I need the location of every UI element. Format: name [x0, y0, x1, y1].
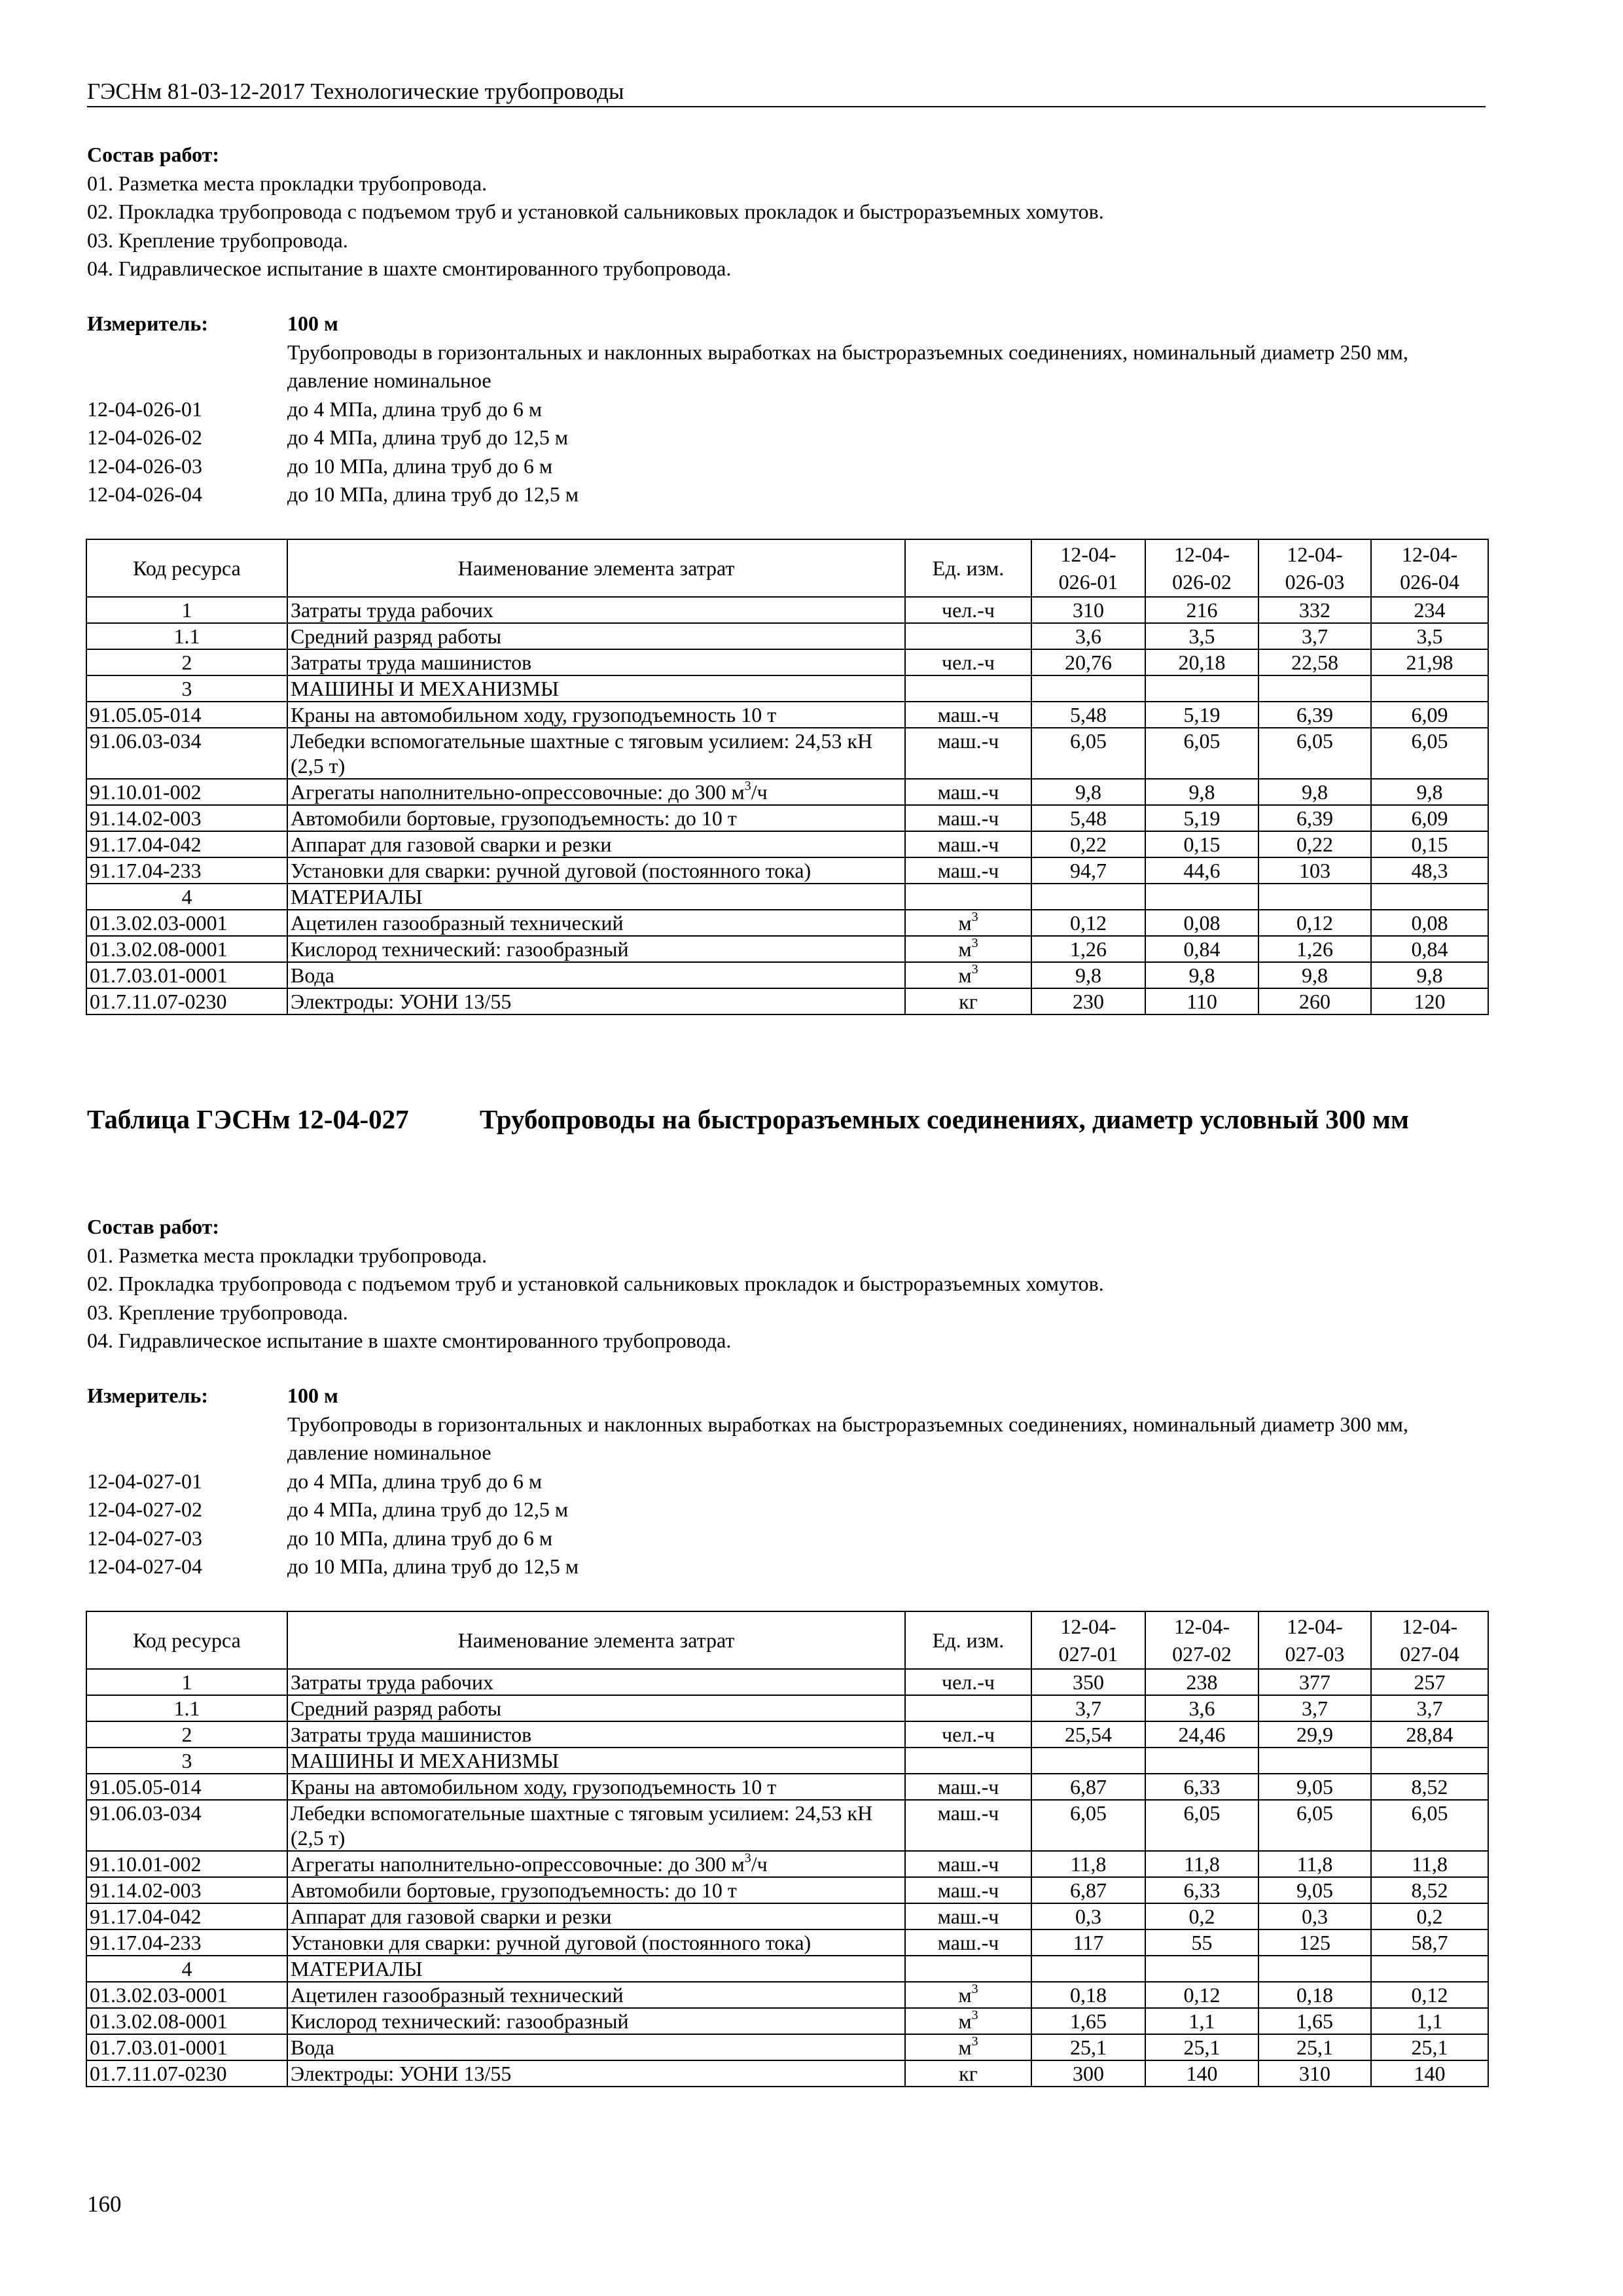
col-header-norm: 12-04- 026-04 [1371, 539, 1488, 597]
works-composition-1 [87, 141, 1488, 283]
table-title-code: Таблица ГЭСНм 12-04-027 [87, 1104, 409, 1134]
composition-item: 04. Гидравлическое испытание в шахте смонтированного трубопровода. [87, 257, 732, 280]
col-header-norm: 12-04- 027-01 [1031, 1611, 1145, 1669]
table-row: 91.17.04-233 Установки для сварки: ручной дуговой (постоянного тока) маш.-ч 94,7 44,6 103 48,3 [86, 857, 1488, 884]
table-header-row [86, 1611, 1488, 1669]
norm-code: 12-04-026-04 [87, 482, 202, 506]
section-row: 3 МАШИНЫ И МЕХАНИЗМЫ [86, 1748, 1488, 1774]
table-header-row [86, 539, 1488, 597]
composition-title: Состав работ: [87, 1215, 220, 1238]
page-number: 160 [87, 2191, 122, 2217]
composition-item: 02. Прокладка трубопровода с подъемом труб и установкой сальниковых прокладок и быстроразъемных хомутов. [87, 200, 1104, 223]
norm-code-text: до 10 МПа, длина труб до 6 м [287, 1526, 553, 1550]
table-row: 91.17.04-233 Установки для сварки: ручной дуговой (постоянного тока) маш.-ч 117 55 125 58,7 [86, 1929, 1488, 1956]
table-row: 91.10.01-002 Агрегаты наполнительно-опрессовочные: до 300 $м^3/ч$ маш.-ч 9,8 9,8 9,8 9,8 [86, 779, 1488, 805]
table-row: 91.14.02-003 Автомобили бортовые, грузоподъемность: до 10 т маш.-ч 6,87 6,33 9,05 8,52 [86, 1877, 1488, 1903]
meter-label: Измеритель: [87, 312, 208, 335]
section-row: 4 МАТЕРИАЛЫ [86, 1956, 1488, 1982]
table-row: 1 Затраты труда рабочих чел.-ч 310 216 332 234 [86, 597, 1488, 623]
table-row: 01.7.11.07-0230 Электроды: УОНИ 13/55 кг 300 140 310 140 [86, 2060, 1488, 2087]
col-header-name: Наименование элемента затрат [287, 539, 905, 597]
table-row: 91.10.01-002 Агрегаты наполнительно-опрессовочные: до 300 $м^3/ч$ маш.-ч 11,8 11,8 11,8 11,8 [86, 1851, 1488, 1877]
resource-table-027 [86, 1611, 1489, 2087]
norm-code-text: до 4 МПа, длина труб до 12,5 м [287, 1498, 569, 1521]
norm-code-text: до 10 МПа, длина труб до 12,5 м [287, 482, 579, 506]
table-row: 91.06.03-034 Лебедки вспомогательные шахтные с тяговым усилием: 24,53 кН (2,5 т) маш.-ч 6,05 6,05 6,05 6,05 [86, 728, 1488, 779]
table-row: 01.3.02.03-0001 Ацетилен газообразный технический $м^3$ 0,12 0,08 0,12 0,08 [86, 910, 1488, 936]
section-row: 3 МАШИНЫ И МЕХАНИЗМЫ [86, 675, 1488, 702]
col-header-unit: Ед. изм. [905, 1611, 1031, 1669]
norm-code-text: до 4 МПа, длина труб до 12,5 м [287, 425, 569, 449]
section-row: 4 МАТЕРИАЛЫ [86, 884, 1488, 910]
col-header-norm: 12-04- 026-03 [1258, 539, 1371, 597]
norm-code-text: до 10 МПа, длина труб до 6 м [287, 454, 553, 478]
table-row: 01.3.02.08-0001 Кислород технический: газообразный $м^3$ 1,65 1,1 1,65 1,1 [86, 2008, 1488, 2034]
col-header-norm: 12-04- 027-02 [1145, 1611, 1258, 1669]
norm-code-text: до 10 МПа, длина труб до 12,5 м [287, 1554, 579, 1578]
col-header-code: Код ресурса [86, 539, 287, 597]
table-row: 1.1 Средний разряд работы 3,6 3,5 3,7 3,5 [86, 623, 1488, 649]
table-row: 01.7.03.01-0001 Вода $м^3$ 9,8 9,8 9,8 9,8 [86, 962, 1488, 988]
table-row: 01.3.02.03-0001 Ацетилен газообразный технический $м^3$ 0,18 0,12 0,18 0,12 [86, 1982, 1488, 2008]
table-row: 2 Затраты труда машинистов чел.-ч 25,54 24,46 29,9 28,84 [86, 1721, 1488, 1748]
composition-item: 04. Гидравлическое испытание в шахте смонтированного трубопровода. [87, 1329, 732, 1352]
col-header-name: Наименование элемента затрат [287, 1611, 905, 1669]
works-composition-2 [87, 1213, 1488, 1355]
norm-code: 12-04-026-03 [87, 454, 202, 478]
composition-title: Состав работ: [87, 143, 220, 166]
norm-code: 12-04-027-01 [87, 1469, 202, 1493]
col-header-norm: 12-04- 027-04 [1371, 1611, 1488, 1669]
meter-value: 100 м [287, 1384, 338, 1407]
norm-code: 12-04-027-02 [87, 1498, 202, 1521]
table-row: 01.3.02.08-0001 Кислород технический: газообразный $м^3$ 1,26 0,84 1,26 0,84 [86, 936, 1488, 962]
table-row: 91.17.04-042 Аппарат для газовой сварки и резки маш.-ч 0,22 0,15 0,22 0,15 [86, 831, 1488, 857]
table-row: 91.14.02-003 Автомобили бортовые, грузоподъемность: до 10 т маш.-ч 5,48 5,19 6,39 6,09 [86, 805, 1488, 831]
norm-code: 12-04-026-02 [87, 425, 202, 449]
meter-description: Трубопроводы в горизонтальных и наклонных выработках на быстроразъемных соединениях, номинальный диаметр 250 мм, давление номинальное [287, 340, 1408, 392]
composition-item: 02. Прокладка трубопровода с подъемом труб и установкой сальниковых прокладок и быстроразъемных хомутов. [87, 1272, 1104, 1295]
col-header-code: Код ресурса [86, 1611, 287, 1669]
meter-section-2 [87, 1382, 1488, 1581]
norm-code: 12-04-027-04 [87, 1554, 202, 1578]
norm-code-text: до 4 МПа, длина труб до 6 м [287, 1469, 543, 1493]
table-row: 1 Затраты труда рабочих чел.-ч 350 238 377 257 [86, 1669, 1488, 1695]
meter-value: 100 м [287, 312, 338, 335]
table-row: 91.05.05-014 Краны на автомобильном ходу, грузоподъемность 10 т маш.-ч 6,87 6,33 9,05 8,52 [86, 1774, 1488, 1800]
col-header-norm: 12-04- 026-02 [1145, 539, 1258, 597]
norm-code-text: до 4 МПа, длина труб до 6 м [287, 397, 543, 421]
composition-item: 03. Крепление трубопровода. [87, 228, 348, 252]
col-header-unit: Ед. изм. [905, 539, 1031, 597]
table-row: 1.1 Средний разряд работы 3,7 3,6 3,7 3,7 [86, 1695, 1488, 1721]
col-header-norm: 12-04- 027-03 [1258, 1611, 1371, 1669]
table-row: 01.7.11.07-0230 Электроды: УОНИ 13/55 кг 230 110 260 120 [86, 988, 1488, 1014]
col-header-norm: 12-04- 026-01 [1031, 539, 1145, 597]
table-row: 2 Затраты труда машинистов чел.-ч 20,76 20,18 22,58 21,98 [86, 649, 1488, 675]
meter-label: Измеритель: [87, 1384, 208, 1407]
composition-item: 01. Разметка места прокладки трубопровода. [87, 171, 488, 195]
meter-section-1 [87, 310, 1488, 509]
norm-code: 12-04-026-01 [87, 397, 202, 421]
table-row: 91.05.05-014 Краны на автомобильном ходу, грузоподъемность 10 т маш.-ч 5,48 5,19 6,39 6,09 [86, 702, 1488, 728]
composition-item: 01. Разметка места прокладки трубопровода. [87, 1243, 488, 1267]
norm-code: 12-04-027-03 [87, 1526, 202, 1550]
table-row: 01.7.03.01-0001 Вода $м^3$ 25,1 25,1 25,1 25,1 [86, 2034, 1488, 2060]
meter-description: Трубопроводы в горизонтальных и наклонных выработках на быстроразъемных соединениях, номинальный диаметр 300 мм, давление номинальное [287, 1412, 1408, 1464]
composition-item: 03. Крепление трубопровода. [87, 1300, 348, 1324]
resource-table-026 [86, 539, 1489, 1015]
running-header: ГЭСНм 81-03-12-2017 Технологические трубопроводы [87, 77, 1486, 107]
table-title [87, 1103, 1488, 1136]
table-row: 91.17.04-042 Аппарат для газовой сварки и резки маш.-ч 0,3 0,2 0,3 0,2 [86, 1903, 1488, 1929]
table-row: 91.06.03-034 Лебедки вспомогательные шахтные с тяговым усилием: 24,53 кН (2,5 т) маш.-ч 6,05 6,05 6,05 6,05 [86, 1800, 1488, 1851]
table-title-text: Трубопроводы на быстроразъемных соединениях, диаметр условный 300 мм [480, 1104, 1409, 1134]
